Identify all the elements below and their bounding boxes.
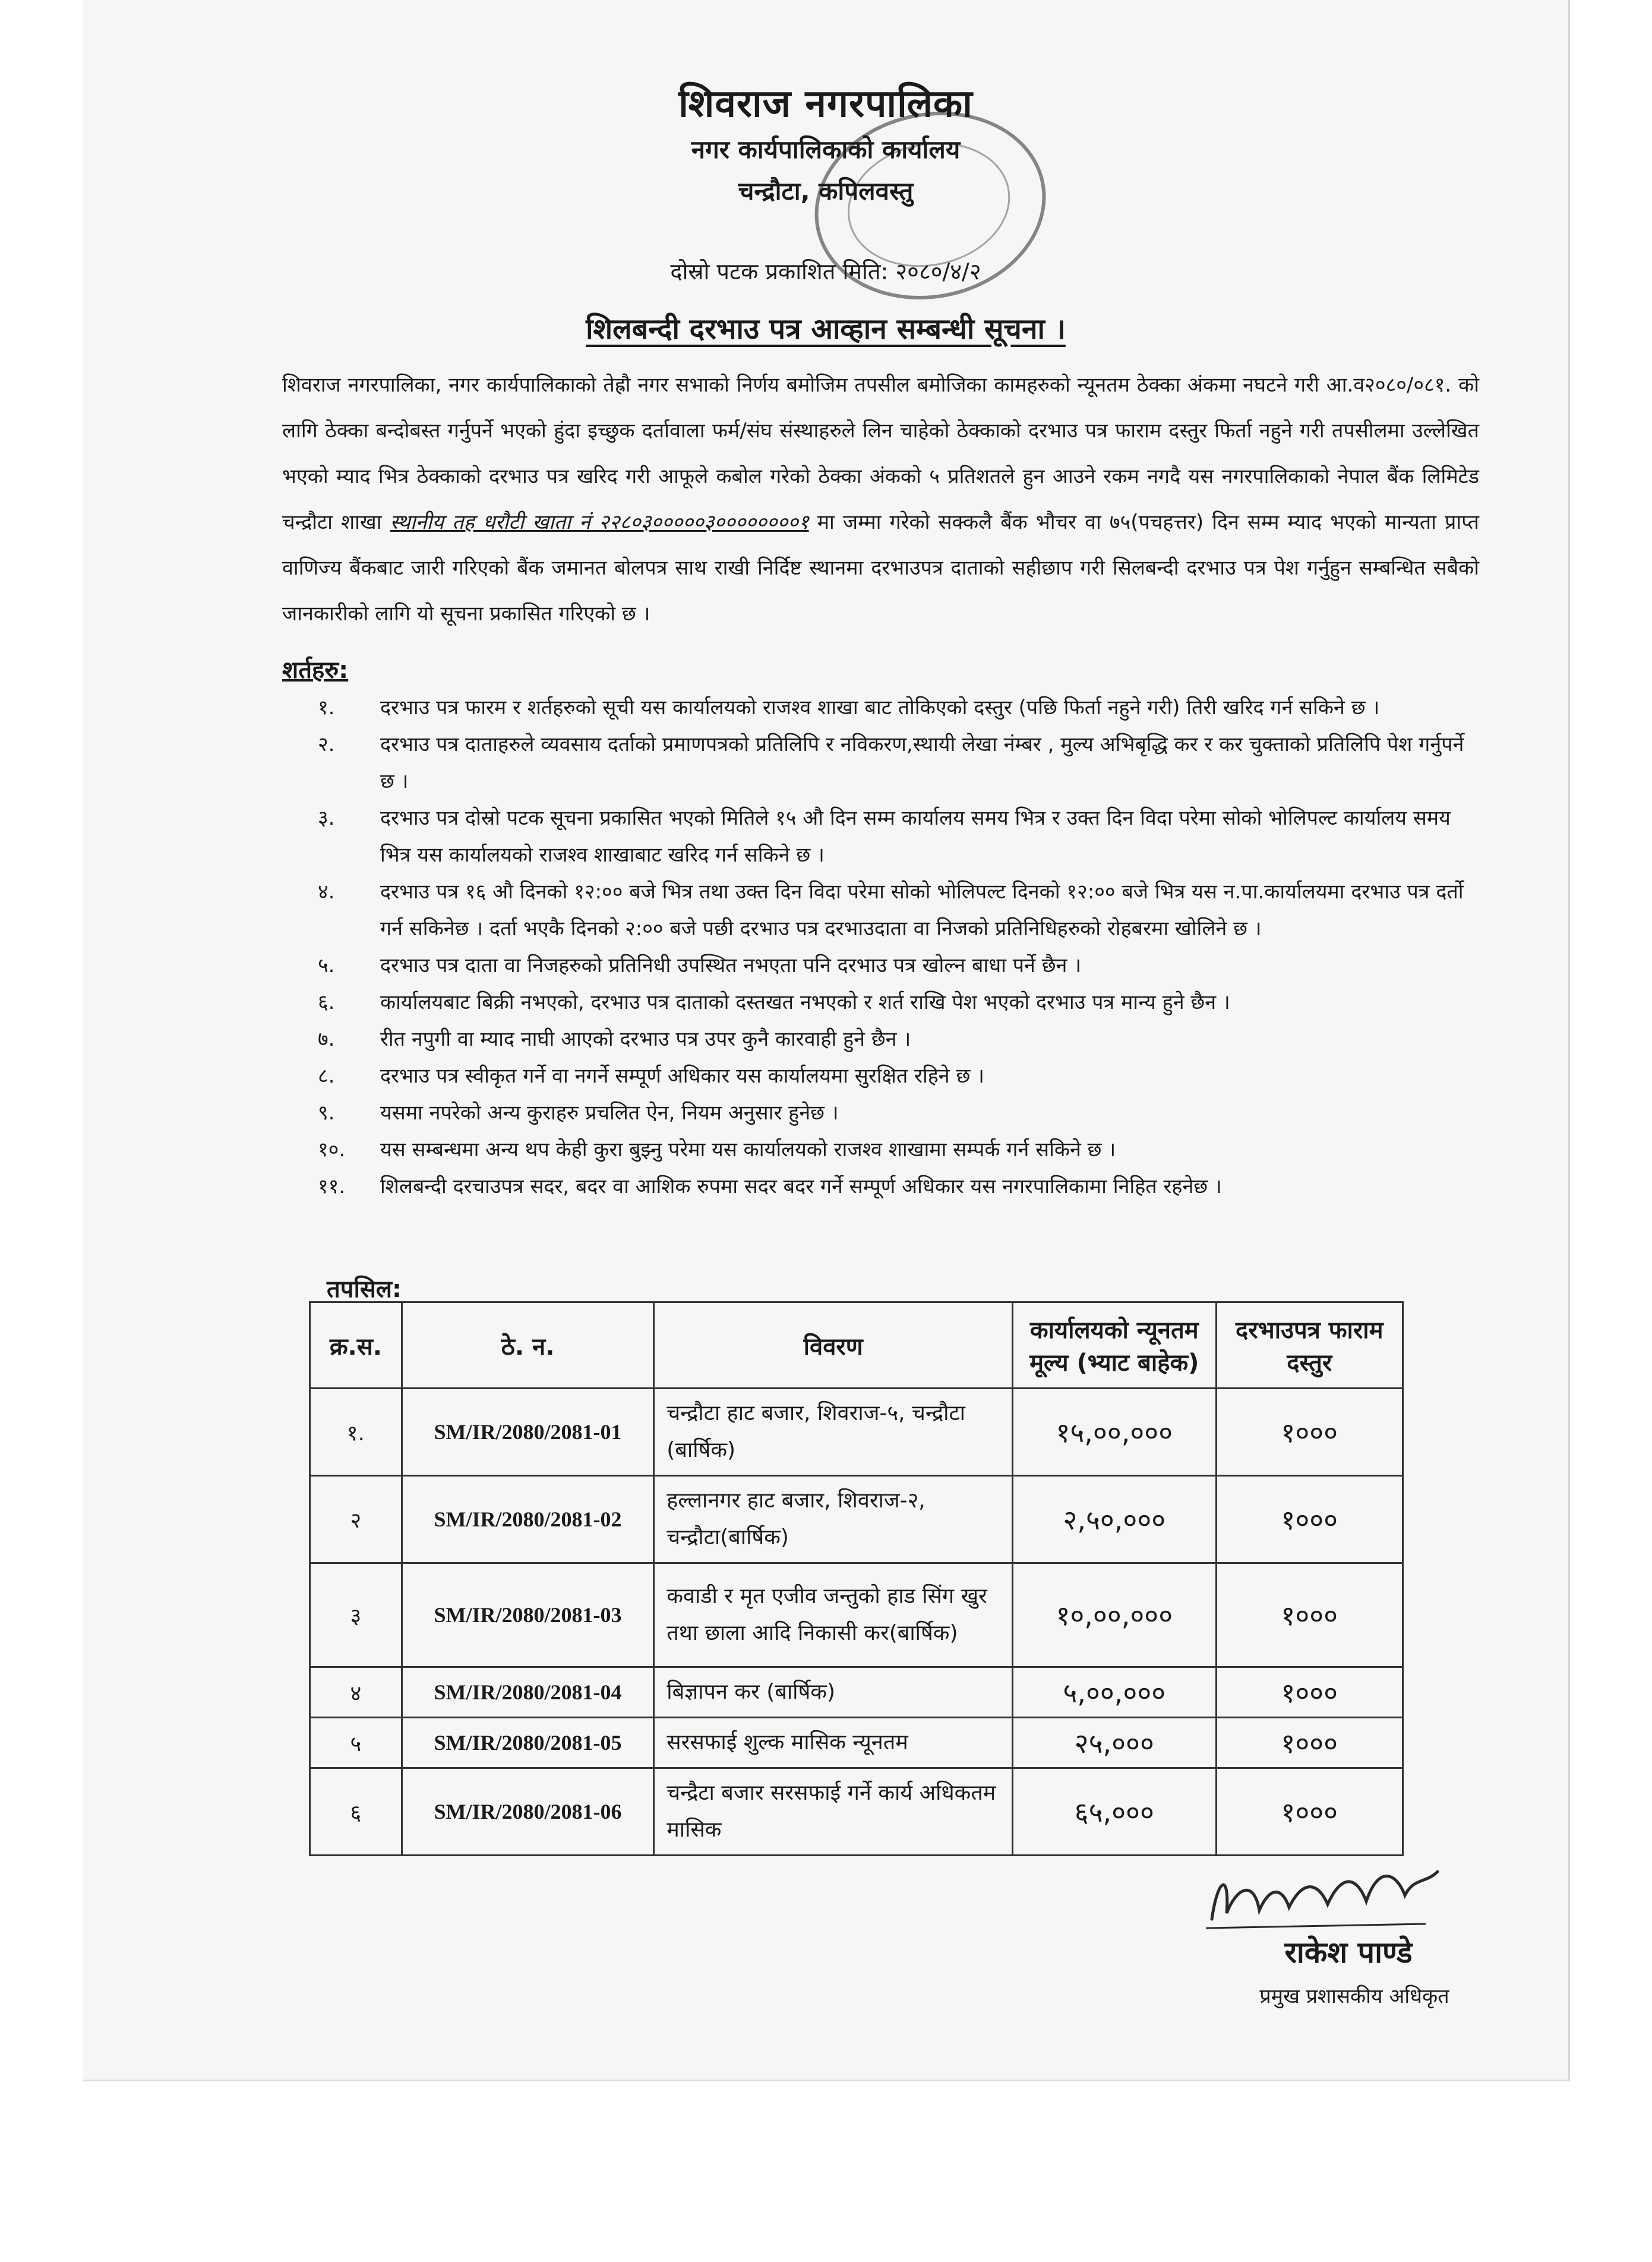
cell-description: चन्द्रौटा हाट बजार, शिवराज-५, चन्द्रौटा (बार्षिक) [654,1389,1013,1476]
term-number: ७. [318,1027,335,1051]
term-item [318,726,1482,800]
term-item [318,984,1482,1021]
term-number: १०. [318,1138,346,1162]
signatory-name: राकेश पाण्डे [1284,1935,1413,1970]
cell-serial: २ [310,1476,402,1563]
term-item [318,689,1482,726]
table-row [310,1768,1403,1856]
cell-min-price: १५,००,००० [1013,1389,1217,1476]
cell-min-price: ५,००,००० [1013,1667,1217,1718]
table-header-row [310,1302,1403,1389]
term-item [318,800,1482,873]
header-form-fee: दरभाउपत्र फाराम दस्तुर [1216,1302,1403,1389]
terms-list [318,689,1482,1205]
cell-serial: ६ [310,1768,402,1856]
table-row [310,1476,1403,1563]
term-number: २. [318,733,335,756]
term-text: यस सम्बन्धमा अन्य थप केही कुरा बुझ्नु परेमा यस कार्यालयको राजश्व शाखामा सम्पर्क गर्न सकिने छ । [380,1138,1116,1162]
notice-title-text: शिलबन्दी दरभाउ पत्र आव्हान सम्बन्धी सूचना । [586,313,1066,346]
cell-form-fee: १००० [1216,1389,1403,1476]
header-description: विवरण [654,1302,1013,1389]
header-min-price: कार्यालयको न्यूनतम मूल्य (भ्याट बाहेक) [1013,1302,1217,1389]
cell-contract-no: SM/IR/2080/2081-02 [402,1476,654,1563]
cell-contract-no: SM/IR/2080/2081-04 [402,1667,654,1718]
table-row [310,1718,1403,1768]
term-number: ६. [318,990,335,1014]
cell-form-fee: १००० [1216,1476,1403,1563]
term-number: ९. [318,1101,335,1125]
office-location: चन्द्रौटा, कपिलवस्तु [738,176,914,206]
term-item [318,1131,1482,1168]
term-text: शिलबन्दी दरचाउपत्र सदर, बदर वा आशिक रुपमा सदर बदर गर्ने सम्पूर्ण अधिकार यस नगरपालिकामा निहित रहनेछ । [380,1175,1222,1198]
cell-serial: १. [310,1389,402,1476]
cell-min-price: १०,००,००० [1013,1563,1217,1667]
tender-schedule-table [309,1301,1404,1856]
term-text: दरभाउ पत्र फारम र शर्तहरुको सूची यस कार्यालयको राजश्व शाखा बाट तोकिएको दस्तुर (पछि फिर्ता नहुने गरी) तिरी खरिद गर्न सकिने छ । [380,696,1380,720]
term-number: ३. [318,806,335,830]
header-serial: क्र.स. [310,1302,402,1389]
signatory-role: प्रमुख प्रशासकीय अधिकृत [1259,1985,1449,2008]
table-row [310,1389,1403,1476]
table-body [310,1389,1403,1856]
table-row [310,1563,1403,1667]
cell-min-price: २५,००० [1013,1718,1217,1768]
cell-form-fee: १००० [1216,1563,1403,1667]
term-number: ५. [318,954,335,977]
term-text: रीत नपुगी वा म्याद नाघी आएको दरभाउ पत्र उपर कुनै कारवाही हुने छैन । [380,1027,911,1051]
term-number: १. [318,696,335,720]
intro-paragraph [282,362,1479,637]
notice-title [83,309,1568,348]
cell-description: हल्लानगर हाट बजार, शिवराज-२, चन्द्रौटा(बार्षिक) [654,1476,1013,1563]
cell-description: कवाडी र मृत एजीव जन्तुको हाड सिंग खुर तथा छाला आदि निकासी कर(बार्षिक) [654,1563,1013,1667]
intro-text-before: शिवराज नगरपालिका, नगर कार्यपालिकाको तेह्रौ नगर सभाको निर्णय बमोजिम तपसील बमोजिका कामहरुको न्यूनतम ठेक्का अंकमा नघटने गरी आ.व२०८०/०८१. को लागि ठेक्का बन्दोबस्त गर्नुपर्ने भएको हुंदा इच्छुक दर्तावाला फर्म/संघ संस्थाहरुले लिन चाहेको ठेक्काको दरभाउ पत्र फाराम दस्तुर फिर्ता नहुने गरी तपसीलमा उल्लेखित भएको म्याद भित्र ठेक्काको दरभाउ पत्र खरिद गरी आफूले कबोल गरेको ठेक्का अंकको ५ प्रतिशतले हुन आउने रकम नगदै यस नगरपालिकाको नेपाल बैंक लिमिटेड चन्द्रौटा शाखा [282,373,1479,534]
term-item [318,1094,1482,1131]
notice-page [83,0,1570,2081]
term-text: यसमा नपरेको अन्य कुराहरु प्रचलित ऐन, नियम अनुसार हुनेछ । [380,1101,839,1125]
intro-text-after: मा जम्मा गरेको सक्कलै बैंक भौचर वा ७५(पचहत्तर) दिन सम्म म्याद भएको मान्यता प्राप्त वाणिज्य बैंकबाट जारी गरिएको बैंक जमानत बोलपत्र साथ राखी निर्दिष्ट स्थानमा दरभाउपत्र दाताको सहीछाप गरी सिलबन्दी दरभाउ पत्र पेश गर्नुहुन सम्बन्धित सबैको जानकारीको लागि यो सूचना प्रकासित गरिएको छ । [282,510,1479,626]
cell-contract-no: SM/IR/2080/2081-06 [402,1768,654,1856]
cell-description: चन्द्रैटा बजार सरसफाई गर्ने कार्य अधिकतम मासिक [654,1768,1013,1856]
cell-form-fee: १००० [1216,1667,1403,1718]
cell-description: बिज्ञापन कर (बार्षिक) [654,1667,1013,1718]
cell-min-price: ६५,००० [1013,1768,1217,1856]
publish-date: दोस्रो पटक प्रकाशित मिति: २०८०/४/२ [670,258,981,285]
cell-contract-no: SM/IR/2080/2081-05 [402,1718,654,1768]
cell-contract-no: SM/IR/2080/2081-01 [402,1389,654,1476]
municipality-name: शिवराज नगरपालिका [678,82,973,126]
term-item [318,873,1482,947]
term-text: दरभाउ पत्र दोस्रो पटक सूचना प्रकासित भएको मितिले १५ औ दिन सम्म कार्यालय समय भित्र र उक्त दिन विदा परेमा सोको भोलिपल्ट कार्यालय समय भित्र यस कार्यालयको राजश्व शाखाबाट खरिद गर्न सकिने छ । [380,806,1451,867]
term-number: ४. [318,880,335,904]
term-item [318,1168,1482,1205]
cell-form-fee: १००० [1216,1768,1403,1856]
term-item [318,947,1482,984]
term-number: ८. [318,1064,335,1088]
cell-serial: ३ [310,1563,402,1667]
deposit-account: स्थानीय तह धरौटी खाता नं २२८०३०००००३००००००००१ [390,510,809,534]
cell-description: सरसफाई शुल्क मासिक न्यूनतम [654,1718,1013,1768]
term-text: दरभाउ पत्र दाता वा निजहरुको प्रतिनिधी उपस्थित नभएता पनि दरभाउ पत्र खोल्न बाधा पर्ने छैन । [380,954,1082,977]
term-item [318,1021,1482,1058]
cell-contract-no: SM/IR/2080/2081-03 [402,1563,654,1667]
cell-form-fee: १००० [1216,1718,1403,1768]
term-item [318,1058,1482,1094]
cell-min-price: २,५०,००० [1013,1476,1217,1563]
term-text: दरभाउ पत्र दाताहरुले व्यवसाय दर्ताको प्रमाणपत्रको प्रतिलिपि र नविकरण,स्थायी लेखा नंम्बर , मुल्य अभिबृद्धि कर र कर चुक्ताको प्रतिलिपि पेश गर्नुपर्ने छ । [380,733,1464,793]
term-text: दरभाउ पत्र स्वीकृत गर्ने वा नगर्ने सम्पूर्ण अधिकार यस कार्यालयमा सुरक्षित रहिने छ । [380,1064,985,1088]
terms-heading: शर्तहरु: [282,657,349,684]
term-text: कार्यालयबाट बिक्री नभएको, दरभाउ पत्र दाताको दस्तखत नभएको र शर्त राखि पेश भएको दरभाउ पत्र मान्य हुने छैन । [380,990,1230,1014]
table-row [310,1667,1403,1718]
term-number: ११. [318,1175,346,1198]
handwritten-signature [1200,1854,1449,1943]
cell-serial: ५ [310,1718,402,1768]
office-name: नगर कार्यपालिकाको कार्यालय [691,135,961,164]
term-text: दरभाउ पत्र १६ औ दिनको १२:०० बजे भित्र तथा उक्त दिन विदा परेमा सोको भोलिपल्ट दिनको १२:०० बजे भित्र यस न.पा.कार्यालयमा दरभाउ पत्र दर्तो गर्न सकिनेछ । दर्ता भएकै दिनको २:०० बजे पछी दरभाउ पत्र दरभाउदाता वा निजको प्रतिनिधिहरुको रोहबरमा खोलिने छ । [380,880,1464,941]
schedule-heading: तपसिल: [327,1276,402,1303]
cell-serial: ४ [310,1667,402,1718]
header-contract-no: ठे. न. [402,1302,654,1389]
